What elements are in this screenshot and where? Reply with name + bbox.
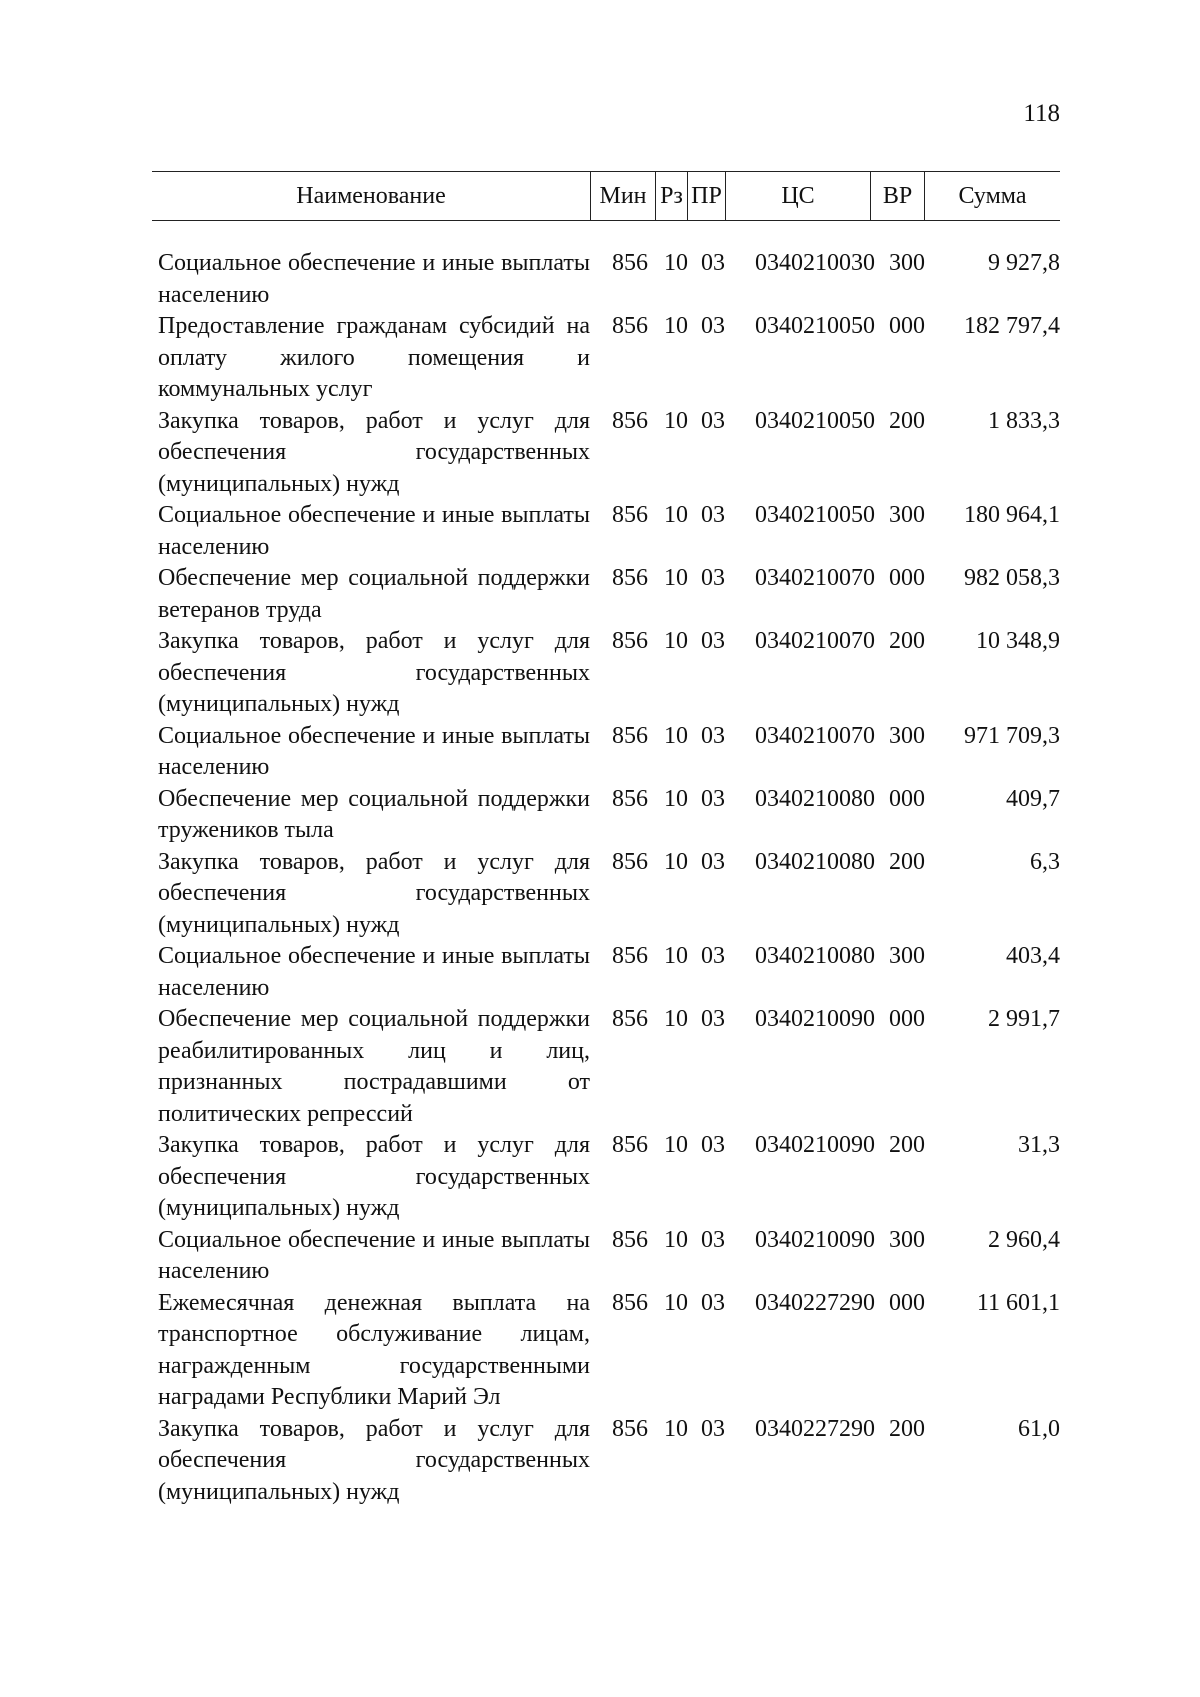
row-sum: 1 833,3 xyxy=(988,407,1060,434)
row-min: 856 xyxy=(612,1415,648,1442)
row-min: 856 xyxy=(612,1132,648,1158)
row-cs: 0340210050 xyxy=(755,407,875,434)
row-min: 856 xyxy=(612,1006,648,1032)
table-row xyxy=(158,847,1060,942)
row-vr: 200 xyxy=(889,1132,925,1158)
row-sum: 971 709,3 xyxy=(964,722,1060,749)
row-pr: 03 xyxy=(701,1226,725,1253)
table-row xyxy=(158,1288,1060,1414)
table-row xyxy=(158,1130,1060,1225)
row-sum: 10 348,9 xyxy=(976,628,1060,654)
row-sum: 6,3 xyxy=(1030,848,1060,875)
table-row xyxy=(158,1004,1060,1130)
row-name: Обеспечение мер социальной поддержки реабилитированных лиц и лиц, признанных пострадавшими от политических репрессий xyxy=(158,1006,590,1127)
row-min: 856 xyxy=(612,785,648,812)
row-min: 856 xyxy=(612,565,648,591)
row-vr: 300 xyxy=(889,943,925,969)
table-row xyxy=(158,721,1060,784)
header-cs: ЦС xyxy=(725,172,870,220)
row-cs: 0340210090 xyxy=(755,1006,875,1032)
row-pr: 03 xyxy=(701,628,725,654)
header-rz: Рз xyxy=(655,172,687,220)
table-row xyxy=(158,406,1060,501)
row-pr: 03 xyxy=(701,565,725,591)
row-sum: 31,3 xyxy=(1018,1132,1060,1158)
row-sum: 11 601,1 xyxy=(976,1289,1060,1316)
row-min: 856 xyxy=(612,628,648,654)
row-vr: 300 xyxy=(889,502,925,528)
row-name: Закупка товаров, работ и услуг для обеспечения государственных (муниципальных) нужд xyxy=(158,1132,590,1221)
row-vr: 000 xyxy=(889,1006,925,1032)
row-name: Предоставление гражданам субсидий на оплату жилого помещения и коммунальных услуг xyxy=(158,313,590,402)
row-min: 856 xyxy=(612,313,648,339)
row-rz: 10 xyxy=(664,250,688,276)
row-cs: 0340227290 xyxy=(755,1415,875,1442)
row-cs: 0340210070 xyxy=(755,565,875,591)
header-sum: Сумма xyxy=(958,182,1027,209)
row-name: Обеспечение мер социальной поддержки ветеранов труда xyxy=(158,565,590,623)
row-name: Обеспечение мер социальной поддержки тружеников тыла xyxy=(158,785,590,843)
table-row xyxy=(158,784,1060,847)
row-vr: 200 xyxy=(889,848,925,875)
row-rz: 10 xyxy=(664,565,688,591)
page-number: 118 xyxy=(1023,100,1060,127)
row-min: 856 xyxy=(612,250,648,276)
row-name: Социальное обеспечение и иные выплаты населению xyxy=(158,502,590,560)
row-sum: 403,4 xyxy=(1006,943,1060,969)
row-pr: 03 xyxy=(701,943,725,969)
row-vr: 200 xyxy=(889,1415,925,1442)
row-cs: 0340210090 xyxy=(755,1132,875,1158)
row-vr: 000 xyxy=(889,785,925,812)
row-min: 856 xyxy=(612,1226,648,1253)
table-row xyxy=(158,626,1060,721)
row-rz: 10 xyxy=(664,943,688,969)
row-name: Закупка товаров, работ и услуг для обеспечения государственных (муниципальных) нужд xyxy=(158,628,590,717)
row-pr: 03 xyxy=(701,1415,725,1442)
row-vr: 300 xyxy=(889,1226,925,1253)
row-sum: 61,0 xyxy=(1018,1415,1060,1442)
row-pr: 03 xyxy=(701,502,725,528)
row-pr: 03 xyxy=(701,1006,725,1032)
row-vr: 300 xyxy=(889,250,925,276)
table-row xyxy=(158,311,1060,406)
row-name: Социальное обеспечение и иные выплаты населению xyxy=(158,250,590,308)
row-pr: 03 xyxy=(701,313,725,339)
row-rz: 10 xyxy=(664,722,688,749)
row-sum: 9 927,8 xyxy=(988,250,1060,276)
row-cs: 0340210070 xyxy=(755,628,875,654)
row-rz: 10 xyxy=(664,407,688,434)
header-name: Наименование xyxy=(296,182,446,209)
row-min: 856 xyxy=(612,848,648,875)
row-pr: 03 xyxy=(701,1289,725,1316)
row-name: Закупка товаров, работ и услуг для обеспечения государственных (муниципальных) нужд xyxy=(158,1415,590,1505)
row-sum: 180 964,1 xyxy=(964,502,1060,528)
row-vr: 200 xyxy=(889,628,925,654)
table-row xyxy=(158,248,1060,311)
row-sum: 409,7 xyxy=(1006,785,1060,812)
row-rz: 10 xyxy=(664,1415,688,1442)
row-min: 856 xyxy=(612,722,648,749)
row-cs: 0340210050 xyxy=(755,313,875,339)
row-cs: 0340210050 xyxy=(755,502,875,528)
row-pr: 03 xyxy=(701,722,725,749)
row-name: Закупка товаров, работ и услуг для обеспечения государственных (муниципальных) нужд xyxy=(158,848,590,938)
header-vr: ВР xyxy=(870,172,925,220)
row-min: 856 xyxy=(612,943,648,969)
row-rz: 10 xyxy=(664,1006,688,1032)
row-sum: 982 058,3 xyxy=(964,565,1060,591)
table-row xyxy=(158,563,1060,626)
row-vr: 000 xyxy=(889,565,925,591)
row-cs: 0340210090 xyxy=(755,1226,875,1253)
row-name: Социальное обеспечение и иные выплаты населению xyxy=(158,722,590,780)
row-cs: 0340210030 xyxy=(755,250,875,276)
row-cs: 0340227290 xyxy=(755,1289,875,1316)
table-header xyxy=(152,171,1060,221)
row-min: 856 xyxy=(612,1289,648,1316)
header-pr: ПР xyxy=(687,172,725,220)
row-sum: 182 797,4 xyxy=(964,313,1060,339)
table-row xyxy=(158,941,1060,1004)
row-rz: 10 xyxy=(664,628,688,654)
row-min: 856 xyxy=(612,502,648,528)
row-cs: 0340210080 xyxy=(755,785,875,812)
row-pr: 03 xyxy=(701,785,725,812)
header-min: Мин xyxy=(590,172,655,220)
row-vr: 000 xyxy=(889,1289,925,1316)
row-rz: 10 xyxy=(664,502,688,528)
row-sum: 2 991,7 xyxy=(988,1006,1060,1032)
row-vr: 200 xyxy=(889,407,925,434)
row-rz: 10 xyxy=(664,313,688,339)
row-name: Социальное обеспечение и иные выплаты населению xyxy=(158,1226,590,1284)
row-cs: 0340210070 xyxy=(755,722,875,749)
row-sum: 2 960,4 xyxy=(988,1226,1060,1253)
row-min: 856 xyxy=(612,407,648,434)
row-pr: 03 xyxy=(701,250,725,276)
row-vr: 000 xyxy=(889,313,925,339)
table-row xyxy=(158,1414,1060,1509)
table-row xyxy=(158,1225,1060,1288)
row-name: Закупка товаров, работ и услуг для обеспечения государственных (муниципальных) нужд xyxy=(158,407,590,497)
row-rz: 10 xyxy=(664,1132,688,1158)
row-vr: 300 xyxy=(889,722,925,749)
row-rz: 10 xyxy=(664,848,688,875)
row-name: Ежемесячная денежная выплата на транспортное обслуживание лицам, награжденным государственными наградами Республики Марий Эл xyxy=(158,1289,590,1410)
table-body xyxy=(158,248,1060,1508)
row-cs: 0340210080 xyxy=(755,943,875,969)
row-rz: 10 xyxy=(664,785,688,812)
row-name: Социальное обеспечение и иные выплаты населению xyxy=(158,943,590,1001)
row-pr: 03 xyxy=(701,848,725,875)
row-cs: 0340210080 xyxy=(755,848,875,875)
row-pr: 03 xyxy=(701,1132,725,1158)
row-pr: 03 xyxy=(701,407,725,434)
row-rz: 10 xyxy=(664,1289,688,1316)
row-rz: 10 xyxy=(664,1226,688,1253)
table-row xyxy=(158,500,1060,563)
